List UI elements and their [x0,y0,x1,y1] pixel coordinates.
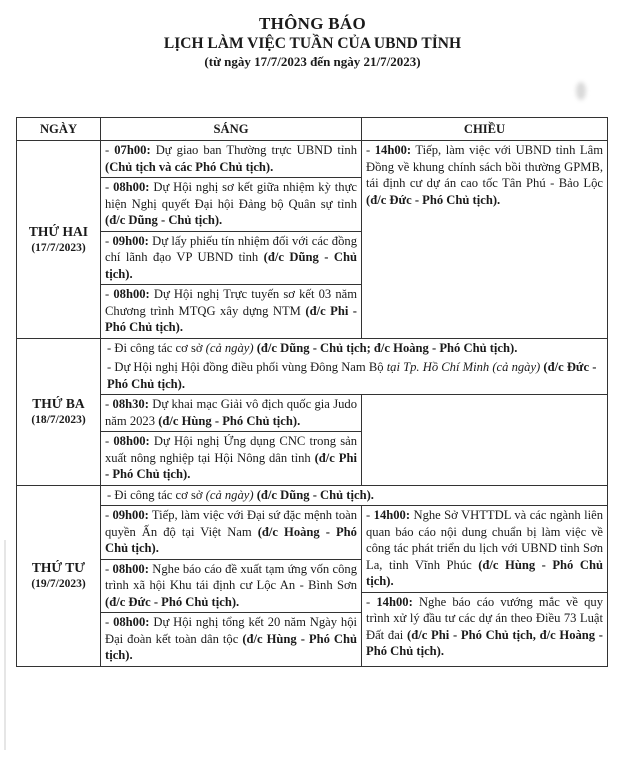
fullday-cell [101,338,608,395]
schedule-entry: - 08h00: Dự Hội nghị Ứng dụng CNC trong sản xuất nông nghiệp tại Hội Nông dân tỉnh (đ/c Phi - Phó Chủ tịch). [105,434,358,481]
day-name: THỨ HAI [28,223,89,239]
day-name: THỨ TƯ [31,560,86,575]
schedule-entry: - 08h00: Nghe báo cáo đề xuất tạm ứng vốn công trình xã hội Khu tái định cư Lộc An - Bình Sơn (đ/c Đức - Phó Chủ tịch). [101,560,361,614]
schedule-entry: - 07h00: Dự giao ban Thường trực UBND tỉnh (Chủ tịch và các Phó Chủ tịch). [101,141,361,178]
schedule-entry: - 08h00: Dự Hội nghị sơ kết giữa nhiệm kỳ thực hiện Nghị quyết Đại hội Đảng bộ Quân sự tỉnh (đ/c Dũng - Chủ tịch). [101,178,361,232]
schedule-entry: - 14h00: Nghe báo cáo vướng mắc về quy trình xử lý đầu tư các dự án theo Điều 73 Luật Đất đai (đ/c Phi - Phó Chủ tịch, đ/c Hoàng - Phó Chủ tịch). [366,594,604,658]
fullday-entry: - Đi công tác cơ sở (cả ngày) (đ/c Dũng - Chủ tịch). [107,487,374,502]
date-range: (từ ngày 17/7/2023 đến ngày 21/7/2023) [204,54,421,69]
schedule-entry: - 14h00: Nghe Sở VHTTDL và các ngành liên quan báo cáo nội dung chuẩn bị làm việc về công tác phát triển du lịch với UBND tỉnh Sơn La, tỉnh Vĩnh Phúc (đ/c Hùng - Phó Chủ tịch). [362,506,607,593]
table-header-row [17,118,608,141]
column-header-morning: SÁNG [101,118,362,141]
day-cell [17,338,101,485]
day-cell [17,141,101,339]
day-row-wednesday [17,485,608,506]
schedule-entry: - 09h00: Dự lấy phiếu tín nhiệm đối với các đồng chí lãnh đạo VP UBND tỉnh (đ/c Dũng - Chủ tịch). [101,232,361,286]
afternoon-cell [362,395,608,486]
afternoon-cell [362,141,608,339]
column-header-day: NGÀY [17,118,101,141]
schedule-table [16,117,608,667]
schedule-title: LỊCH LÀM VIỆC TUẦN CỦA UBND TỈNH [163,35,462,52]
afternoon-cell [362,506,608,667]
scan-mark [576,82,586,100]
day-date: (19/7/2023) [31,578,86,590]
fullday-cell [101,485,608,506]
schedule-entry: - 08h30: Dự khai mạc Giải vô địch quốc gia Judo năm 2023 (đ/c Hùng - Phó Chủ tịch). [101,395,361,432]
morning-cell [101,395,362,486]
schedule-entry: - 08h00: Dự Hội nghị Trực tuyến sơ kết 03 năm Chương trình MTQG xây dựng NTM (đ/c Phi - Phó Chủ tịch). [105,287,357,334]
morning-cell [101,141,362,339]
day-date: (17/7/2023) [31,241,86,254]
day-row-monday [17,141,608,339]
day-row-tuesday [17,338,608,395]
schedule-entry: - 08h00: Dự Hội nghị tổng kết 20 năm Ngày hội Đại đoàn kết toàn dân tộc (đ/c Hùng - Phó Chủ tịch). [105,615,358,662]
schedule-entry: - 14h00: Tiếp, làm việc với UBND tỉnh Lâm Đồng về khung chính sách bồi thường GPMB, tái định cư dự án cao tốc Tân Phú - Bảo Lộc (đ/c Đức - Phó Chủ tịch). [366,143,603,207]
morning-cell [101,506,362,667]
day-date: (18/7/2023) [31,414,86,426]
day-cell [17,485,101,666]
day-row-tuesday-sessions [17,395,608,486]
fullday-entry: - Dự Hội nghị Hội đồng điều phối vùng Đông Nam Bộ tại Tp. Hồ Chí Minh (cả ngày) (đ/c Đức - Phó Chủ tịch). [107,360,597,391]
document-header [0,14,625,70]
column-header-afternoon: CHIỀU [362,118,608,141]
day-name: THỨ BA [32,396,85,411]
scan-edge [4,540,6,750]
schedule-entry: - 09h00: Tiếp, làm việc với Đại sứ đặc mệnh toàn quyền Ấn độ tại Việt Nam (đ/c Hoàng - Phó Chủ tịch). [101,506,361,560]
notice-title: THÔNG BÁO [258,14,367,33]
fullday-entry: - Đi công tác cơ sở (cả ngày) (đ/c Dũng - Chủ tịch; đ/c Hoàng - Phó Chủ tịch). [107,340,518,355]
day-row-wednesday-sessions [17,506,608,667]
